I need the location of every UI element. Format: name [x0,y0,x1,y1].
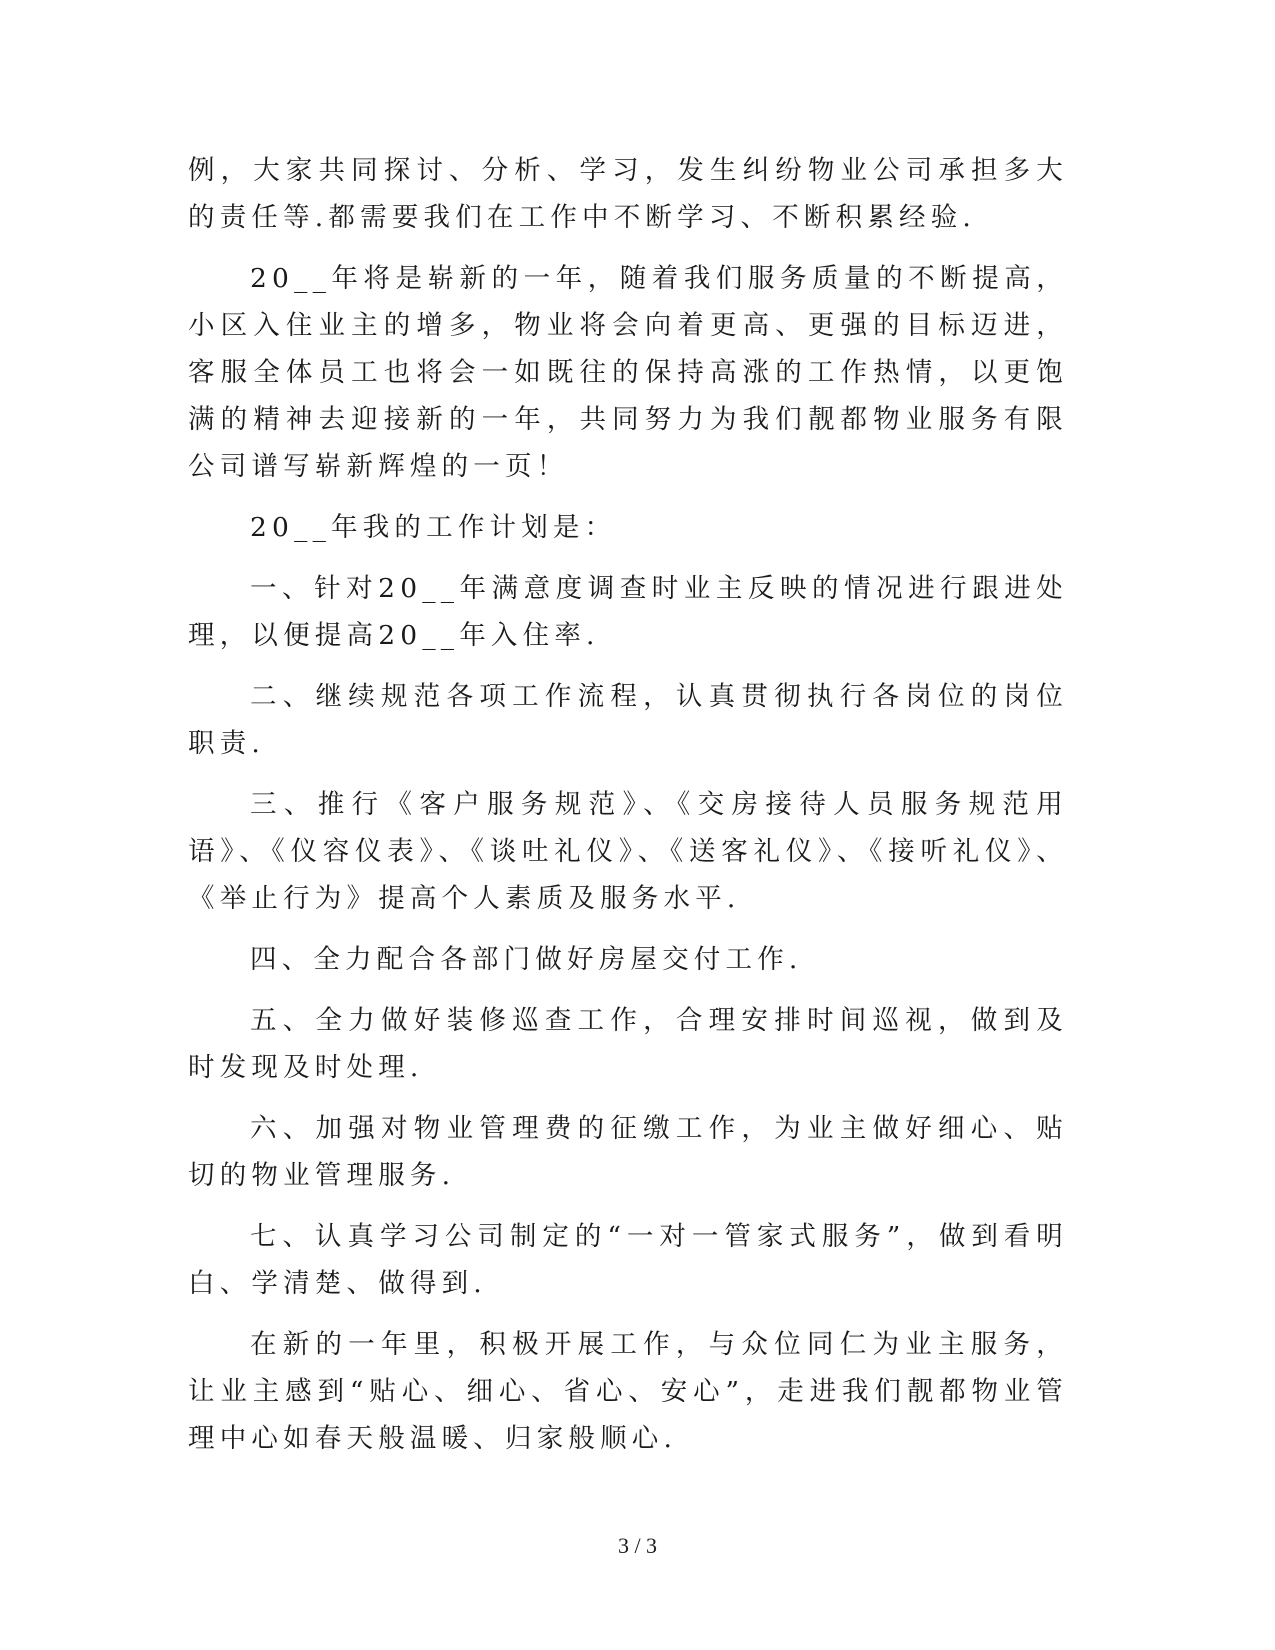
plan-item-6: 六、加强对物业管理费的征缴工作，为业主做好细心、贴切的物业管理服务. [188,1113,1068,1191]
paragraph-new-year-outlook: 20__年将是崭新的一年，随着我们服务质量的不断提高，小区入住业主的增多，物业将会向着更高、更强的目标迈进，客服全体员工也将会一如既往的保持高涨的工作热情，以更饱满的精神去迎接新的一年，共同努力为我们靓都物业服务有限公司谱写崭新辉煌的一页！ [188,263,1068,482]
document-body [188,147,1068,1476]
plan-item-5: 五、全力做好装修巡查工作，合理安排时间巡视，做到及时发现及时处理. [188,1005,1068,1083]
plan-item-3: 三、推行《客户服务规范》、《交房接待人员服务规范用语》、《仪容仪表》、《谈吐礼仪》、《送客礼仪》、《接听礼仪》、《举止行为》提高个人素质及服务水平. [188,789,1068,914]
plan-item-1: 一、针对20__年满意度调查时业主反映的情况进行跟进处理，以便提高20__年入住率. [188,573,1068,651]
paragraph-continuation: 例，大家共同探讨、分析、学习，发生纠纷物业公司承担多大的责任等.都需要我们在工作中不断学习、不断积累经验. [188,155,1068,233]
page-number: 3 / 3 [617,1533,658,1558]
paragraph-plan-heading: 20__年我的工作计划是： [250,512,617,543]
paragraph-closing: 在新的一年里，积极开展工作，与众位同仁为业主服务，让业主感到“贴心、细心、省心、安心”，走进我们靓都物业管理中心如春天般温暖、归家般顺心. [188,1329,1068,1454]
plan-item-2: 二、继续规范各项工作流程，认真贯彻执行各岗位的岗位职责. [188,681,1068,759]
plan-item-4: 四、全力配合各部门做好房屋交付工作. [250,944,803,975]
plan-item-7: 七、认真学习公司制定的“一对一管家式服务”，做到看明白、学清楚、做得到. [188,1221,1068,1299]
